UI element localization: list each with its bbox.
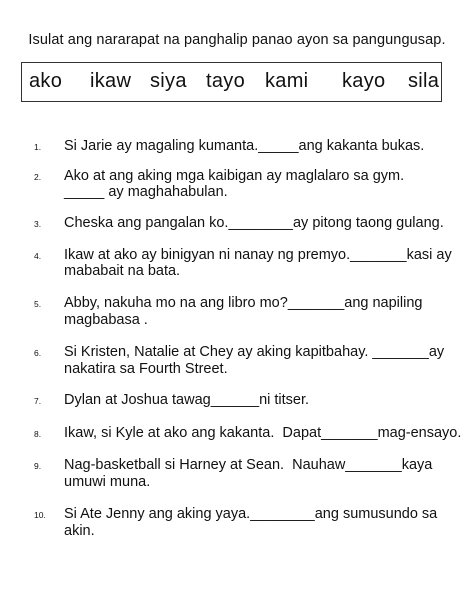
question-text: Cheska ang pangalan ko.________ay pitong taong gulang. [64, 215, 444, 231]
word-bank-item: ako [29, 70, 63, 92]
question-text-continued: nakatira sa Fourth Street. [64, 361, 228, 377]
question-number: 7. [34, 396, 42, 406]
word-bank-item: tayo [206, 70, 246, 92]
question-number: 4. [34, 251, 42, 261]
question-text-continued: mababait na bata. [64, 263, 181, 279]
word-bank-item: kayo [342, 70, 386, 92]
question-number: 10. [34, 510, 46, 520]
question-text: Ako at ang aking mga kaibigan ay maglalaro sa gym. [64, 168, 405, 184]
question-number: 5. [34, 299, 42, 309]
word-bank-item: siya [150, 70, 187, 92]
worksheet-instruction: Isulat ang nararapat na panghalip panao ayon sa pangungusap. [28, 32, 446, 48]
question-number: 6. [34, 348, 42, 358]
word-bank-item: kami [265, 70, 309, 92]
word-bank-item: ikaw [90, 70, 132, 92]
question-number: 9. [34, 461, 42, 471]
question-text: Ikaw at ako ay binigyan ni nanay ng premyo._______kasi ay [64, 247, 452, 263]
question-number: 1. [34, 142, 42, 152]
question-text: Si Ate Jenny ang aking yaya.________ang sumusundo sa [64, 506, 438, 522]
question-text: Ikaw, si Kyle at ako ang kakanta. Dapat_______mag-ensayo. [64, 425, 462, 441]
question-number: 2. [34, 172, 42, 182]
question-text-continued: magbabasa . [64, 312, 148, 328]
question-text: Abby, nakuha mo na ang libro mo?_______ang napiling [64, 295, 423, 311]
question-text-continued: umuwi muna. [64, 474, 151, 490]
question-number: 3. [34, 219, 42, 229]
question-text: Si Jarie ay magaling kumanta._____ang kakanta bukas. [64, 138, 425, 154]
question-text: Si Kristen, Natalie at Chey ay aking kapitbahay. _______ay [64, 344, 445, 360]
question-text: Dylan at Joshua tawag______ni titser. [64, 392, 310, 408]
question-number: 8. [34, 429, 42, 439]
word-bank-box [21, 62, 442, 102]
question-text-continued: _____ ay maghahabulan. [64, 184, 228, 200]
question-text-continued: akin. [64, 523, 95, 539]
word-bank-item: sila [408, 70, 440, 92]
question-text: Nag-basketball si Harney at Sean. Nauhaw_______kaya [64, 457, 433, 473]
